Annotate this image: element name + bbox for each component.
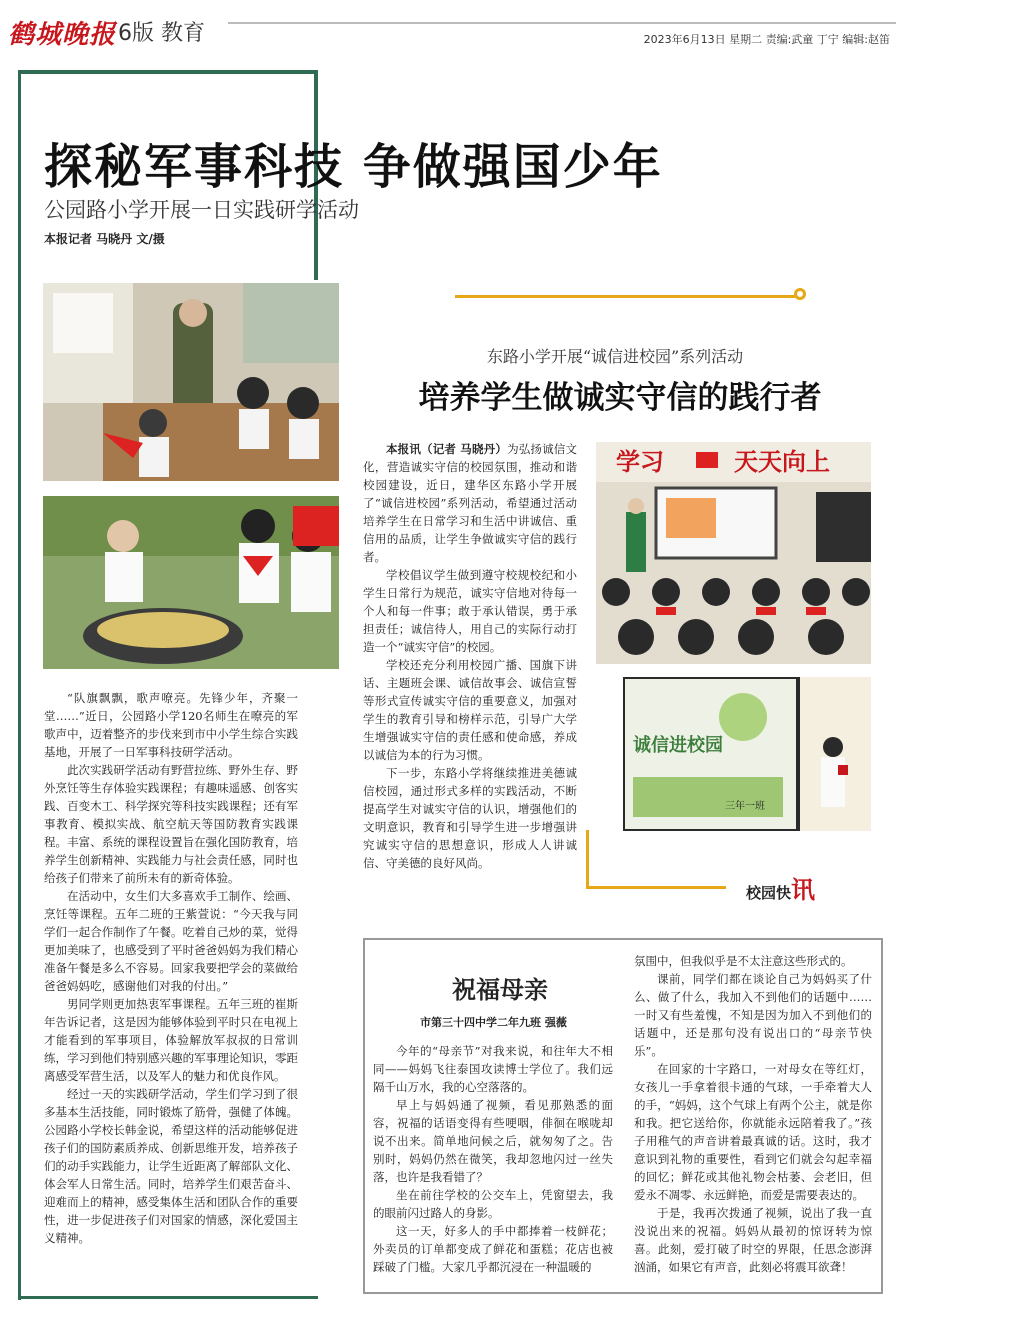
frame-top (18, 70, 318, 74)
article1-paragraph: 此次实践研学活动有野营拉练、野外生存、野外烹饪等生存体验实践课程；有趣味遥感、创客实践、百变木工、科学探究等科技实践课程；还有军事教育、模拟实战、航空航天等国防教育实践课程。丰富、系统的课程设置旨在强化国防教育，培养学生创新精神、实践能力与社会责任感，同时也给孩子们带来了前所未有的新奇体验。 (44, 763, 298, 885)
gold-decor-vertical (586, 830, 589, 888)
essay-paragraph: 今年的“母亲节”对我来说，和往年大不相同——妈妈飞往泰国攻读博士学位了。我们远隔千山万水，我的心空落落的。 (373, 1044, 613, 1094)
article2-paragraph: 下一步，东路小学将继续推进美德诚信校园，通过形式多样的实践活动，不断提高学生对诚实守信的认识，增强他们的文明意识，教育和引导学生进一步增强讲究诚实守信的思想意识，形成人人讲诚信、守美德的良好风尚。 (363, 766, 577, 870)
essay-title: 祝福母亲 (452, 975, 548, 1004)
article2-paragraph (363, 440, 577, 566)
section-tag-prefix: 校园快 (746, 884, 792, 902)
essay-paragraph: 坐在前往学校的公交车上，凭窗望去，我的眼前闪过路人的身影。 (373, 1188, 613, 1220)
article2-lead-text: 为弘扬诚信文化，营造诚实守信的校园氛围，推动和谐校园建设，近日，建华区东路小学开展了“诚信进校园”系列活动，希望通过活动培养学生在日常学习和生活中讲诚信、重信用的品质，让学生争做诚实守信的践行者。 (363, 442, 577, 564)
article2-paragraph: 学校还充分利用校园广播、国旗下讲话、主题班会课、诚信故事会、诚信宣誓等形式宣传诚实守信的重要意义，加强对学生的教育引导和榜样示范，引导广大学生增强诚实守信的责任感和使命感，养成以诚信为本的行为习惯。 (363, 658, 577, 762)
essay-paragraph-continued: 氛围中，但我似乎是不太注意这些形式的。 (634, 954, 853, 968)
essay-paragraph: 早上与妈妈通了视频，看见那熟悉的面容，祝福的话语变得有些哽咽，俳徊在喉咙却说不出来。简单地问候之后，就匆匆了之。告别时，妈妈仍然在微笑，我却忽地闪过一丝失落，也许是我看错了？ (373, 1098, 613, 1184)
article1-body (44, 689, 298, 1247)
screen-title-text: 诚信进校园 (633, 735, 723, 756)
photo-cooking (43, 496, 339, 669)
photo-military-class-image (43, 283, 339, 481)
article1-paragraph: 经过一天的实践研学活动，学生们学习到了很多基本生活技能，同时锻炼了筋骨，强健了体魄。公园路小学校长韩金说，希望这样的活动能够促进孩子们的国防素质养成、创新思维开发，培养孩子们的动手实践能力，让学生近距离了解部队文化、体会军人日常生活。同时，培养学生们艰苦奋斗、迎难而上的精神，感受集体生活和团队合作的重要性，进一步促进孩子们对国家的情感，深化爱国主义精神。 (44, 1087, 298, 1245)
photo-student-speech (623, 677, 871, 831)
essay-paragraph: 课前，同学们都在谈论自己为妈妈买了什么、做了什么，我加入不到他们的话题中……一时又有些羞愧，不知是因为加入不到他们的话题中，还是那句没有说出口的“母亲节快乐”。 (634, 972, 872, 1058)
essay-paragraph: 于是，我再次拨通了视频，说出了我一直没说出来的祝福。妈妈从最初的惊讶转为惊喜。此刻，爱打破了时空的界限，任思念澎湃汹涌，如果它有声音，此刻必将震耳欲聋！ (634, 1206, 872, 1274)
article2-body (363, 440, 577, 872)
newspaper-logo: 鹤城晚报 (8, 20, 117, 50)
frame-bottom (18, 1296, 318, 1299)
gold-decor-dot (794, 288, 806, 300)
classroom-banner-study: 学习 (616, 448, 664, 476)
gold-decor-horizontal (586, 886, 726, 889)
classroom-banner-motto: 天天向上 (734, 448, 830, 476)
frame-left (18, 70, 21, 1300)
article1-paragraph: “队旗飘飘，歌声嘹亮。先锋少年，齐聚一堂……”近日，公园路小学120名师生在嘹亮的军歌声中，迈着整齐的步伐来到市中小学生综合实践基地，开展了一日军事科技研学活动。 (44, 691, 298, 759)
article1-paragraph: 在活动中，女生们大多喜欢手工制作、绘画、烹饪等课程。五年二班的王紫萱说：“今天我与同学们一起合作制作了午餐。吃着自己炒的菜，觉得更加美味了，也感受到了平时爸爸妈妈为我们精心准备午餐是多么不容易。回家我要把学会的菜做给爸爸妈妈吃，感谢他们对我的付出。” (44, 889, 298, 993)
essay-paragraph: 这一天，好多人的手中都捧着一枝鲜花；外卖员的订单都变成了鲜花和蛋糕；花店也被踩破了门槛。大家几乎都沉浸在一种温暖的 (373, 1224, 613, 1274)
photo-military-class (43, 283, 339, 481)
photo-student-speech-image (623, 677, 871, 831)
article2-paragraph: 学校倡议学生做到遵守校规校纪和小学生日常行为规范，诚实守信地对待每一个人和每一件事；敢于承认错误，勇于承担责任；诚信待人，用自己的实际行动打造一个“诚实守信”的校园。 (363, 568, 577, 654)
photo-classroom (596, 442, 871, 664)
screen-class-label: 三年一班 (725, 801, 765, 812)
article1-paragraph: 男同学则更加热衷军事课程。五年三班的崔斯年告诉记者，这是因为能够体验到平时只在电视上才能看到的军事项目，体验解放军叔叔的日常训练，学习到他们特别感兴趣的军事理论知识，零距离感受军营生活，以及军人的魅力和优良作风。 (44, 997, 298, 1083)
page-section-label: 6版 教育 (118, 21, 205, 46)
essay-column-1 (373, 1042, 613, 1276)
article1-byline: 本报记者 马晓丹 文/摄 (44, 232, 165, 246)
essay-author: 市第三十四中学二年九班 强薇 (420, 1016, 567, 1029)
masthead-divider (228, 22, 896, 24)
article1-subhead: 公园路小学开展一日实践研学活动 (44, 198, 359, 222)
article1-headline: 探秘军事科技 争做强国少年 (44, 139, 663, 195)
section-tag-char: 讯 (791, 876, 816, 904)
essay-paragraph: 在回家的十字路口，一对母女在等红灯，女孩儿一手拿着很卡通的气球，一手牵着大人的手，“妈妈，这个气球上有两个公主，就是你和我。把它送给你，你就能永远陪着我了。”孩子用稚气的声音讲着最真诚的话。这时，我才意识到礼物的重要性，看到它们就会勾起幸福的回忆；鲜花或其他礼物会枯萎、会老旧，但爱永不凋零、永远鲜艳，而爱是需要表达的。 (634, 1062, 872, 1202)
article2-lead: 本报讯（记者 马晓丹） (386, 442, 508, 456)
article2-headline: 培养学生做诚实守信的践行者 (418, 380, 822, 416)
issue-date-line: 2023年6月13日 星期二 责编:武童 丁宁 编辑:赵笛 (643, 33, 890, 46)
article2-kicker: 东路小学开展“诚信进校园”系列活动 (486, 347, 744, 366)
gold-decor-line (455, 295, 795, 298)
photo-cooking-image (43, 496, 339, 669)
essay-column-2 (634, 952, 872, 1276)
photo-classroom-image (596, 442, 871, 664)
section-tag-campus-news (746, 870, 815, 905)
